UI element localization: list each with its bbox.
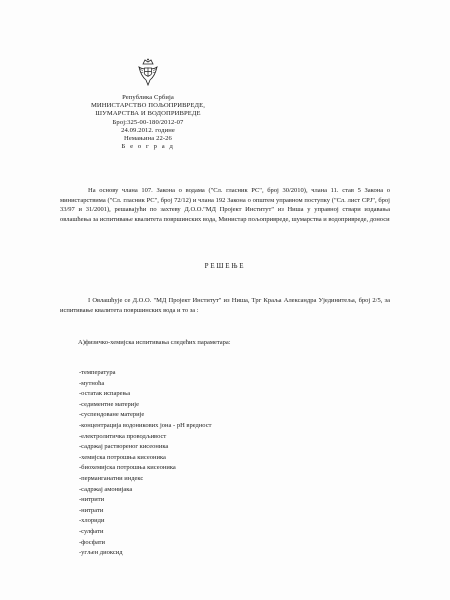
list-item: -садржај раствореног кисеоника — [79, 443, 169, 451]
list-item: -фосфати — [79, 538, 105, 546]
list-item: -концентрација водоникових јона - pH вредност — [79, 421, 212, 429]
header-ministry-line2: ШУМАРСТВА И ВОДОПРИВРЕДЕ — [95, 110, 201, 118]
letterhead — [78, 58, 218, 151]
parameters-list — [79, 368, 211, 559]
list-item: -нитрити — [79, 496, 105, 504]
list-item: -остатак испарења — [79, 390, 131, 398]
parameters-subheading: А)физичко-хемијска испитивања следећих параметара: — [78, 339, 231, 346]
preamble-paragraph: На основу члана 107. Закона о водама ("Сл. гласник РС", број 30/2010), члана 11. став 5 Закона о министарствима ("Сл. гласник РС", број 72/12) и члана 192 Закона о општем управном поступку ("Сл. лист СРЈ", број 33/97 и 31/2001), решавајући по захтеву Д.О.О."МД Пројект Институт" из Ниша у управној ствари издавања овлашћења за испитивање квалитета површинских вода, Министар пољопривреде, шумарства и водопривреде, доноси — [60, 187, 390, 223]
list-item: -хлориди — [79, 517, 105, 525]
list-item: -суспендоване материје — [79, 411, 145, 419]
list-item: -мутноћа — [79, 379, 105, 387]
list-item: -биохемијска потрошња кисеоника — [79, 464, 176, 472]
list-item: -електролитичка проводљивост — [79, 432, 167, 440]
header-address: Немањина 22-26 — [124, 135, 172, 143]
list-item: -сулфати — [79, 527, 104, 535]
list-item: -седиментне материје — [79, 400, 139, 408]
header-date: 24.09.2012. године — [121, 126, 175, 134]
list-item: -угљен диоксид — [79, 549, 123, 557]
list-item: -нитрати — [79, 506, 104, 514]
list-item: -хемијска потрошња кисеоника — [79, 453, 166, 461]
document-title: РЕШЕЊЕ — [204, 262, 246, 270]
header-reference-number: Број:325-00-180/2012-07 — [112, 118, 184, 126]
list-item: -температура — [79, 369, 116, 376]
coat-of-arms-icon — [137, 58, 159, 88]
authorization-paragraph: I Овлашћује се Д.О.О. "МД Пројект Институт" из Ниша, Трг Краља Александра Ујединитеља, број 2/5, за испитивање квалитета површинских вода и то за : — [60, 297, 390, 314]
header-city: Б е о г р а д — [121, 143, 175, 151]
header-country: Република Србија — [122, 94, 174, 101]
list-item: -перманганатни индекс — [79, 474, 144, 482]
header-ministry-line1: МИНИСТАРСТВО ПОЉОПРИВРЕДЕ, — [90, 102, 206, 110]
list-item: -садржај амонијака — [79, 485, 133, 493]
